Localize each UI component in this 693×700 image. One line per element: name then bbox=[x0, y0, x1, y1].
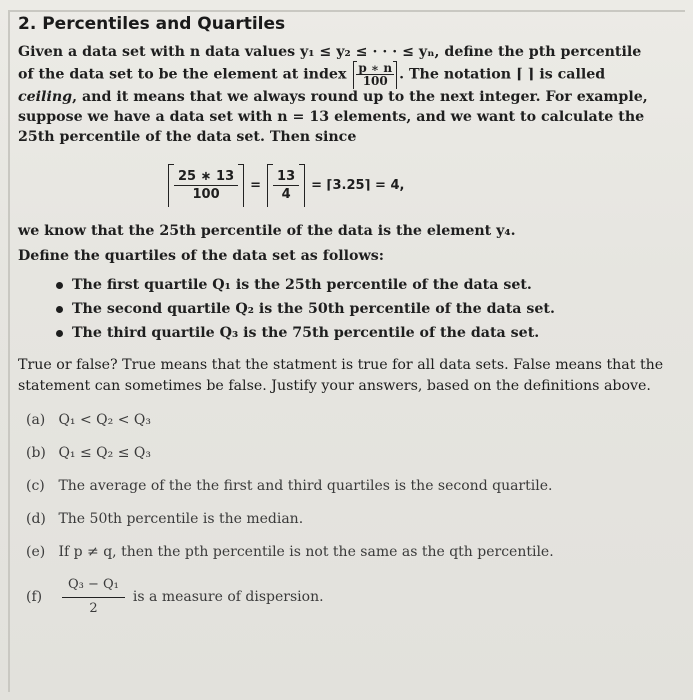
eq-frac1-num: 25 ∗ 13 bbox=[174, 168, 238, 186]
example-equation bbox=[168, 163, 683, 207]
intro-paragraph bbox=[18, 42, 658, 147]
ceil-bracket-1 bbox=[168, 168, 244, 203]
fraction-denominator: 2 bbox=[89, 601, 98, 616]
intro-text-3: , and it means that we always round up to the next integer. For example, suppose we have a data set with n = 13 elements, and we want to calculate the 25th percentile of the data set. Then since bbox=[18, 89, 648, 145]
part-c bbox=[26, 475, 683, 497]
after-equation-text: we know that the 25th percentile of the data is the element y₄. bbox=[18, 223, 516, 239]
ceiling-term: ceiling bbox=[18, 89, 73, 105]
part-text: If p ≠ q, then the pth percentile is not the same as the qth percentile. bbox=[58, 544, 554, 560]
part-text: Q₁ < Q₂ < Q₃ bbox=[58, 412, 151, 428]
ceil-numerator: p ∗ n bbox=[358, 61, 393, 75]
part-text: Q₁ ≤ Q₂ ≤ Q₃ bbox=[58, 445, 151, 461]
intro-text-1: Given a data set with n data values y₁ ≤ y₂ ≤ · · · ≤ yₙ, define the pth percentile of the data set to be the element at index bbox=[18, 44, 642, 83]
eq-equals: = bbox=[250, 177, 262, 193]
eq-frac1-den: 100 bbox=[192, 186, 220, 202]
fraction-numerator: Q₃ − Q₁ bbox=[62, 574, 125, 598]
part-label: (a) bbox=[26, 412, 46, 428]
ceil-denominator: 100 bbox=[362, 74, 388, 88]
document-page bbox=[18, 14, 683, 631]
quartile-list bbox=[18, 273, 683, 345]
list-item: The third quartile Q₃ is the 75th percentile of the data set. bbox=[56, 321, 683, 345]
eq-frac2-num: 13 bbox=[273, 168, 299, 186]
intro-text-2: . The notation ⌈ ⌉ is called bbox=[399, 66, 606, 83]
part-text: The 50th percentile is the median. bbox=[58, 511, 304, 527]
part-d bbox=[26, 508, 683, 530]
dispersion-fraction bbox=[62, 574, 125, 620]
part-a bbox=[26, 409, 683, 431]
part-label: (e) bbox=[26, 544, 46, 560]
list-item: The first quartile Q₁ is the 25th percentile of the data set. bbox=[56, 273, 683, 297]
ceiling-index-expression bbox=[353, 62, 397, 87]
part-e bbox=[26, 541, 683, 563]
eq-frac2-den: 4 bbox=[281, 186, 291, 202]
part-text: is a measure of dispersion. bbox=[132, 589, 324, 605]
part-label: (c) bbox=[26, 478, 45, 494]
part-text: The average of the the first and third quartiles is the second quartile. bbox=[58, 478, 553, 494]
true-false-instructions: True or false? True means that the statment is true for all data sets. False means that the statement can sometimes be false. Justify your answers, based on the definitions above. bbox=[18, 357, 664, 394]
ceil-bracket-2 bbox=[267, 168, 305, 203]
define-quartiles-text: Define the quartiles of the data set as follows: bbox=[18, 248, 384, 264]
part-label: (f) bbox=[26, 589, 43, 605]
part-label: (d) bbox=[26, 511, 46, 527]
eq-rest: = ⌈3.25⌉ = 4, bbox=[311, 177, 405, 193]
part-label: (b) bbox=[26, 445, 46, 461]
part-b bbox=[26, 442, 683, 464]
list-item: The second quartile Q₂ is the 50th percentile of the data set. bbox=[56, 297, 683, 321]
section-heading: 2. Percentiles and Quartiles bbox=[18, 14, 286, 34]
question-parts bbox=[18, 409, 683, 620]
part-f bbox=[26, 574, 683, 620]
